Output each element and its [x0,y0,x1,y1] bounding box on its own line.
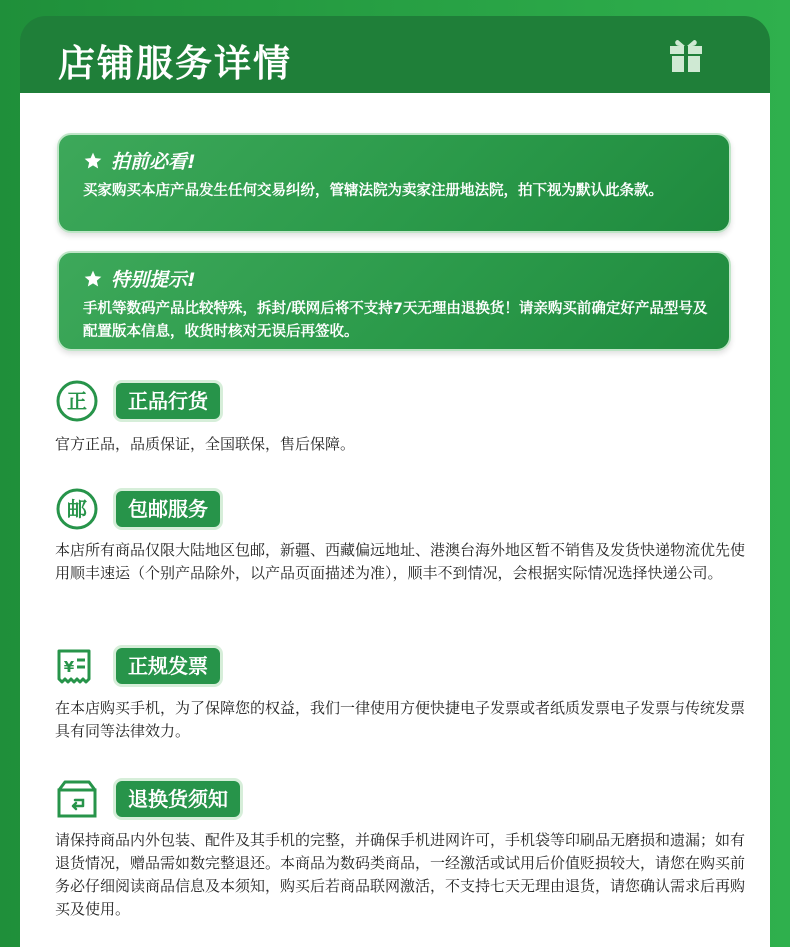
notice-card-must-read [57,133,731,233]
section-label: 正规发票 [116,648,220,684]
notice-title: 特别提示! [111,269,196,291]
star-icon [83,151,103,171]
svg-text:邮: 邮 [67,497,87,521]
section-text: 在本店购买手机，为了保障您的权益，我们一律使用方便快捷电子发票或者纸质发票电子发票与传统发票具有同等法律效力。 [55,699,746,740]
section-label: 正品行货 [116,383,220,419]
section-text: 请保持商品内外包装、配件及其手机的完整，并确保手机进网许可，手机袋等印刷品无磨损和遗漏；如有退货情况，赠品需如数完整退还。本商品为数码类商品，一经激活或试用后价值贬损较大，请您在购买前务必仔细阅读商品信息及本须知，购买后若商品联网激活，不支持七天无理由退货，请您确认需求后再购买及使用。 [55,831,746,918]
you-badge-icon [55,487,99,531]
section-label: 包邮服务 [116,491,220,527]
star-icon [83,269,103,289]
section-text: 官方正品，品质保证，全国联保，售后保障。 [55,435,356,453]
zheng-badge-icon [55,379,99,423]
section-text: 本店所有商品仅限大陆地区包邮，新疆、西藏偏远地址、港澳台海外地区暂不销售及发货快递物流优先使用顺丰速运（个别产品除外，以产品页面描述为准），顺丰不到情况，会根据实际情况选择快递公司。 [55,541,746,582]
svg-text:¥: ¥ [63,658,75,676]
notice-title: 拍前必看! [111,151,196,173]
notice-text: 买家购买本店产品发生任何交易纠纷，管辖法院为卖家注册地法院，拍下视为默认此条款。 [83,183,663,199]
content-panel [20,93,770,947]
svg-text:正: 正 [67,389,87,413]
gift-icon [668,36,704,74]
header-bar [20,16,770,96]
invoice-icon [55,645,99,689]
notice-card-special-tip [57,251,731,351]
return-box-icon [55,778,99,822]
section-label: 退换货须知 [116,781,240,817]
notice-text: 手机等数码产品比较特殊，拆封/联网后将不支持7天无理由退换货！请亲购买前确定好产品型号及配置版本信息，收货时核对无误后再签收。 [83,301,708,340]
page-title: 店铺服务详情 [58,42,292,85]
